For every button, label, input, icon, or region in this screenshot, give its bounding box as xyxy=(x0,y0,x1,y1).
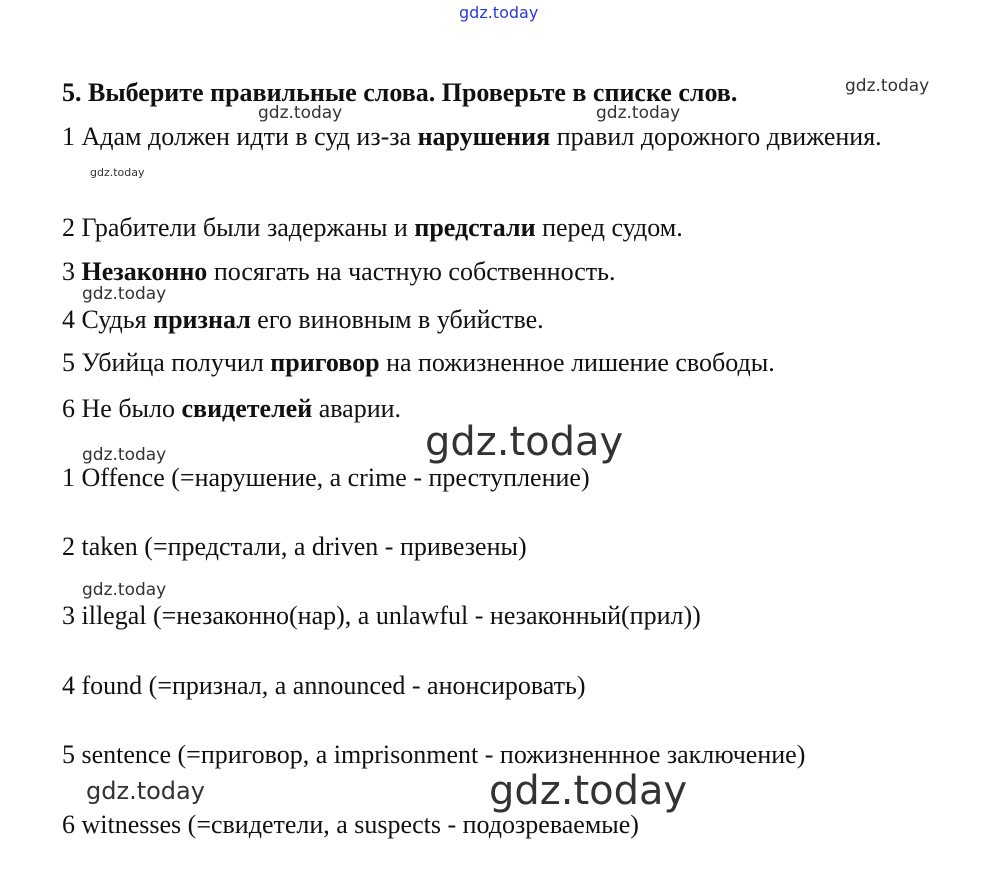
sentence-2: 2 Грабители были задержаны и предстали перед судом. xyxy=(62,213,683,242)
watermark: gdz.today xyxy=(82,580,167,600)
watermark-large: gdz.today xyxy=(489,768,688,814)
keyword: Незаконно xyxy=(81,257,208,286)
watermark: gdz.today xyxy=(258,103,343,123)
watermark: gdz.today xyxy=(90,166,145,179)
answer-5: 5 sentence (=приговор, a imprisonment - пожизненнное заключение) xyxy=(62,740,806,769)
keyword: свидетелей xyxy=(181,394,313,423)
answer-4: 4 found (=признал, a announced - анонсировать) xyxy=(62,671,586,700)
sentence-4: 4 Судья признал его виновным в убийстве. xyxy=(62,305,544,334)
answer-1: 1 Offence (=нарушение, a crime - преступление) xyxy=(62,463,590,492)
sentence-5: 5 Убийца получил приговор на пожизненное лишение свободы. xyxy=(62,348,775,377)
keyword: признал xyxy=(153,305,251,334)
watermark: gdz.today xyxy=(596,103,681,123)
watermark: gdz.today xyxy=(82,284,167,304)
keyword: нарушения xyxy=(417,122,551,151)
watermark: gdz.today xyxy=(845,76,930,96)
answer-6: 6 witnesses (=свидетели, a suspects - подозреваемые) xyxy=(62,810,639,839)
task-heading: 5. Выберите правильные слова. Проверьте в списке слов. xyxy=(62,78,738,107)
keyword: приговор xyxy=(270,348,380,377)
watermark: gdz.today xyxy=(82,445,167,465)
sentence-1: 1 Адам должен идти в суд из-за нарушения правил дорожного движения. xyxy=(62,122,882,151)
watermark-large: gdz.today xyxy=(425,419,624,465)
sentence-6: 6 Не было свидетелей аварии. xyxy=(62,394,402,423)
answer-3: 3 illegal (=незаконно(нар), a unlawful - незаконный(прил)) xyxy=(62,601,701,630)
sentence-3: 3 Незаконно посягать на частную собственность. xyxy=(62,257,616,286)
answer-2: 2 taken (=предстали, a driven - привезены) xyxy=(62,532,527,561)
watermark-top: gdz.today xyxy=(459,3,539,22)
keyword: предстали xyxy=(414,213,536,242)
watermark: gdz.today xyxy=(86,777,205,805)
